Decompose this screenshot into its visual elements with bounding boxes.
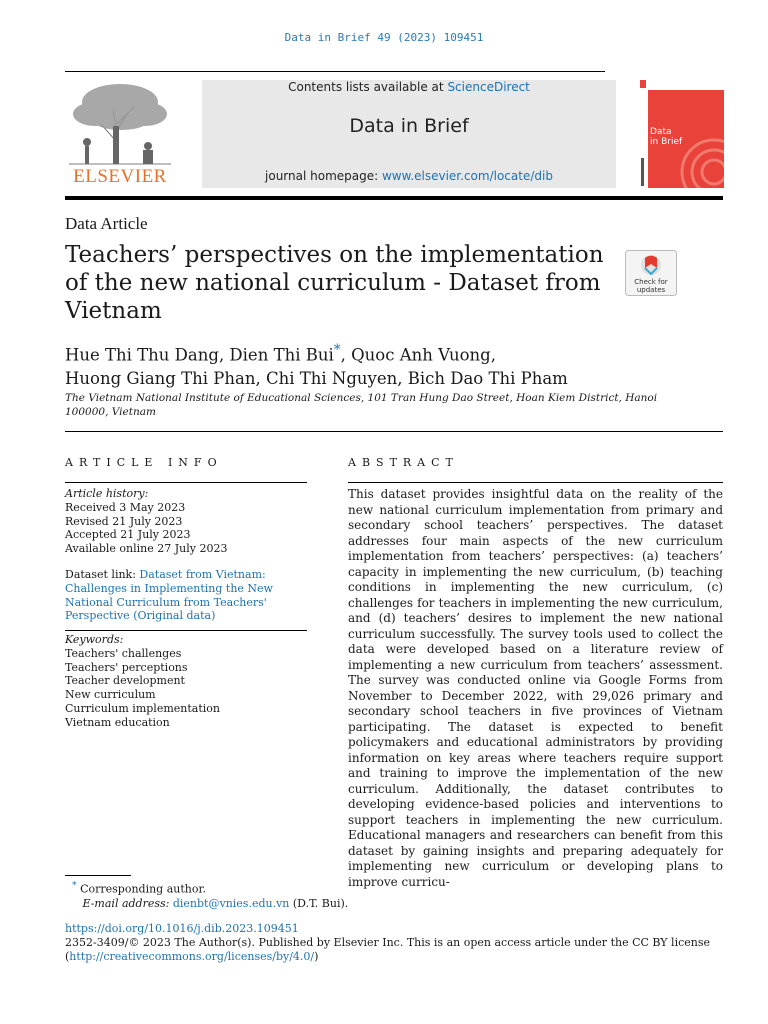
keyword-item: Curriculum implementation <box>65 701 220 715</box>
article-title: Teachers’ perspectives on the implementation of the new national curriculum - Dataset from Vietnam <box>65 242 604 324</box>
footnote-star: * <box>72 880 77 891</box>
footnotes <box>65 879 723 911</box>
journal-banner <box>202 80 616 188</box>
license-link[interactable]: http://creativecommons.org/licenses/by/4.0/ <box>69 950 315 963</box>
journal-reference[interactable]: Data in Brief 49 (2023) 109451 <box>284 31 484 44</box>
check-for-updates-badge[interactable] <box>625 250 677 296</box>
article-info-heading: ARTICLE INFO <box>65 456 223 469</box>
license-paren-close: ) <box>314 950 319 963</box>
corresponding-text: Corresponding author. <box>80 882 207 896</box>
top-rule <box>65 71 605 72</box>
affiliation: The Vietnam National Institute of Educational Sciences, 101 Tran Hung Dao Street, Hoan Kiem District, Hanoi 100000, Vietnam <box>65 392 658 418</box>
abstract-text: This dataset provides insightful data on the reality of the new national curriculum implementation from primary and secondary school teachers’ perspectives. The dataset addresses four main aspects of the new curriculum implementation from teachers’ perspectives: (a) teachers’ capacity in implementing the new curriculum, (b) teaching conditions in implementing the new curriculum, (c) challenges for teachers in implementing the new curriculum, and (d) teachers’ desires to implement the new national curriculum successfully. The survey tools used to collect the data were developed based on a literature review of implementing a new curriculum from teachers’ assessment. The survey was conducted online via Google Forms from November to December 2022, with 29,026 primary and secondary school teachers in five provinces of Vietnam participating. The dataset is expected to benefit policymakers and educational administrators by providing information on key areas where teachers require support and training to improve the implementation of the new curriculum. Additionally, the dataset contributes to developing evidence-based policies and interventions to support teachers in implementing the new curriculum. Educational managers and researchers can benefit from this dataset by gaining insights and preparing adequately for implementing new curriculum or developing plans to improve curricu- <box>348 487 723 889</box>
keyword-item: Teachers' perceptions <box>65 660 188 674</box>
authors-line-1 <box>65 339 665 367</box>
dataset-link-block <box>65 568 307 623</box>
cover-title-2: in Brief <box>650 137 683 147</box>
license-link-line <box>65 950 723 964</box>
affiliation-rule <box>65 431 723 432</box>
authors-part-a: Hue Thi Thu Dang, Dien Thi Bui <box>65 345 334 365</box>
history-item: Received 3 May 2023 <box>65 500 186 514</box>
keyword-item: Teacher development <box>65 674 185 688</box>
crossmark-line-1: Check for <box>634 278 668 286</box>
doi-block <box>65 922 723 964</box>
history-item: Accepted 21 July 2023 <box>65 528 191 542</box>
license-text: 2352-3409/© 2023 The Author(s). Published by Elsevier Inc. This is an open access article under the CC BY license <box>65 936 710 949</box>
homepage-line <box>202 169 616 183</box>
info-rule-top <box>65 482 307 483</box>
sciencedirect-link[interactable]: ScienceDirect <box>447 80 530 94</box>
footnote-rule <box>65 875 131 876</box>
contents-prefix: Contents lists available at <box>288 80 448 94</box>
keyword-item: Teachers' challenges <box>65 646 182 660</box>
email-suffix: (D.T. Bui). <box>289 896 349 910</box>
abstract-heading: ABSTRACT <box>348 456 459 469</box>
journal-cover-image <box>638 80 724 188</box>
email-footnote <box>65 897 723 911</box>
history-item: Available online 27 July 2023 <box>65 542 228 556</box>
abstract-rule <box>348 482 723 483</box>
journal-title: Data in Brief <box>349 115 469 137</box>
keywords-label: Keywords: <box>65 633 124 646</box>
header-rule <box>65 196 723 200</box>
email-label: E-mail address: <box>82 896 173 910</box>
crossmark-icon <box>625 250 677 296</box>
crossmark-line-2: updates <box>636 286 666 294</box>
authors-line-2: Huong Giang Thi Phan, Chi Thi Nguyen, Bich Dao Thi Pham <box>65 368 568 388</box>
elsevier-wordmark: ELSEVIER <box>73 166 167 187</box>
authors-part-b: , Quoc Anh Vuong, <box>340 345 496 365</box>
article-type: Data Article <box>65 214 148 233</box>
dataset-label: Dataset link: <box>65 568 140 581</box>
homepage-prefix: journal homepage: <box>265 169 382 183</box>
history-label: Article history: <box>65 487 149 500</box>
history-item: Revised 21 July 2023 <box>65 514 183 528</box>
keyword-item: Vietnam education <box>65 715 170 729</box>
license-paren-open: ( <box>65 950 70 963</box>
corresponding-footnote <box>65 879 723 897</box>
info-rule-mid <box>65 630 307 631</box>
doi-link[interactable]: https://doi.org/10.1016/j.dib.2023.109451 <box>65 922 299 935</box>
keyword-item: New curriculum <box>65 688 156 702</box>
cover-title-1: Data <box>650 127 672 137</box>
journal-cover <box>638 80 724 188</box>
journal-homepage-link[interactable]: www.elsevier.com/locate/dib <box>381 169 553 183</box>
article-history <box>65 487 307 556</box>
author-list <box>65 339 665 390</box>
dataset-link[interactable]: Dataset from Vietnam: Challenges in Implementing the New National Curriculum from Teachers' Perspective (Original data) <box>65 568 273 623</box>
corresponding-author-mark[interactable]: * <box>333 342 341 358</box>
tree-icon <box>65 80 175 166</box>
email-link[interactable]: dienbt@vnies.edu.vn <box>172 896 290 910</box>
elsevier-logo <box>65 80 175 188</box>
keywords-block <box>65 633 307 730</box>
contents-line <box>202 80 616 94</box>
